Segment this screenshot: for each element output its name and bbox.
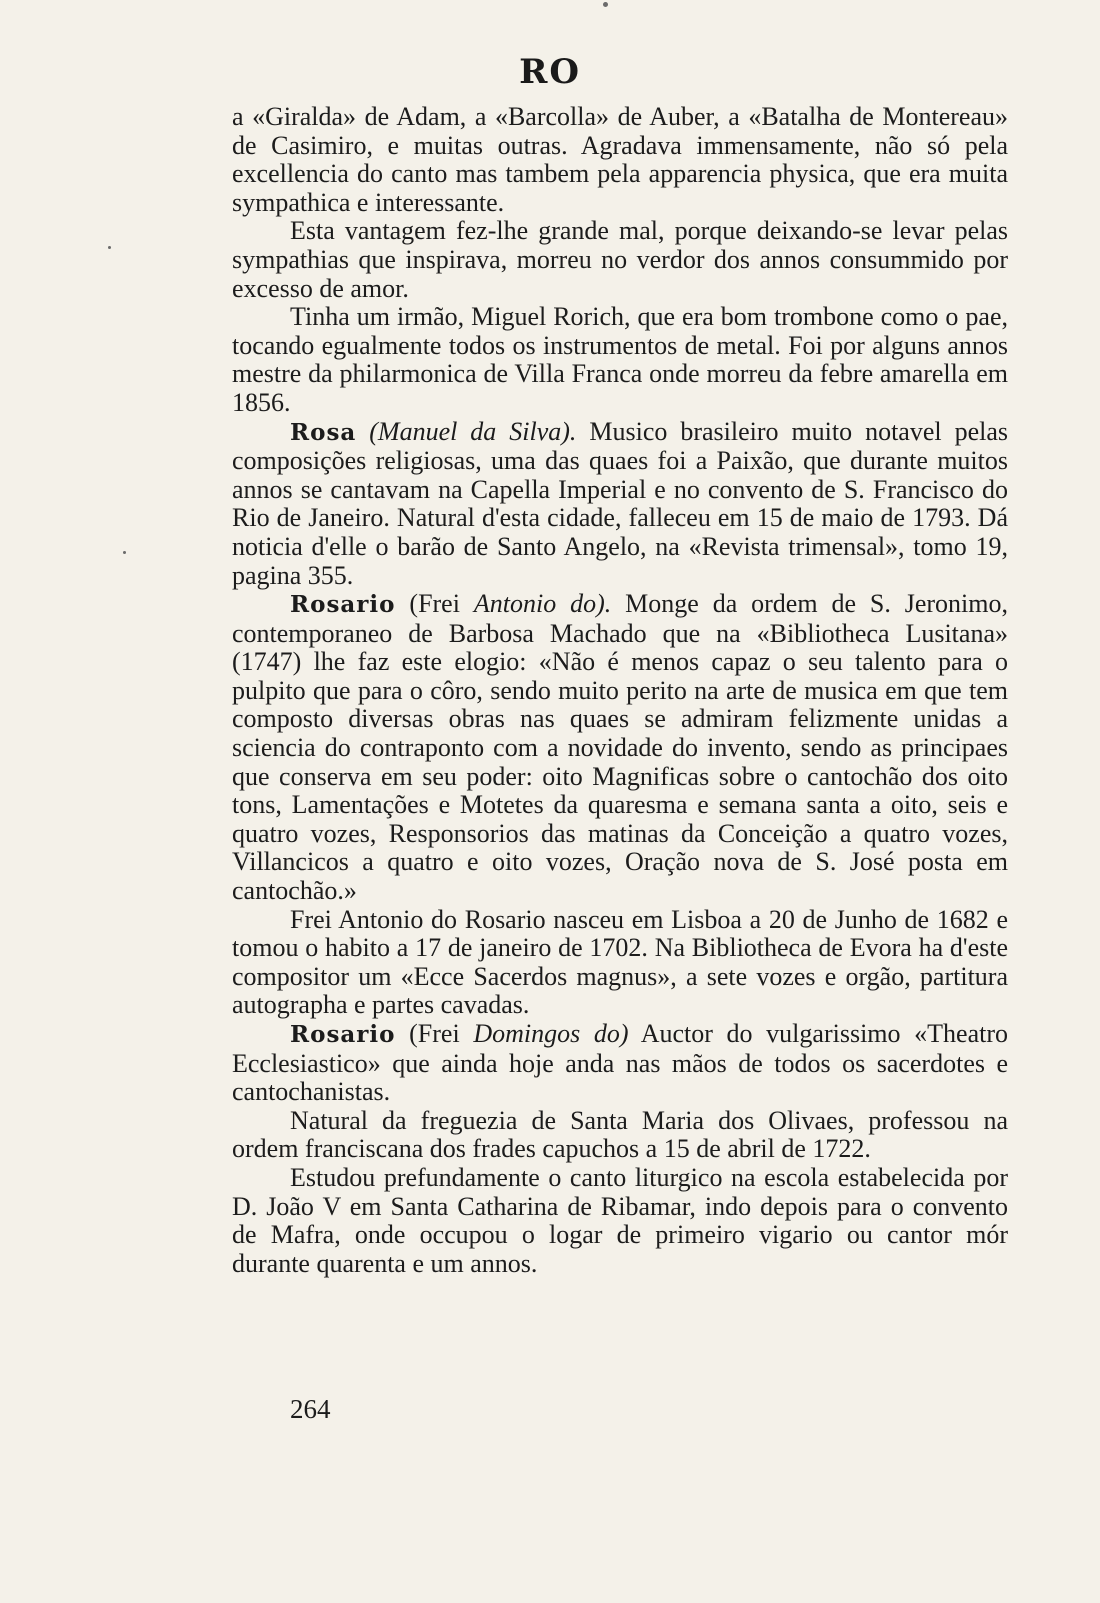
paragraph: [232, 303, 1008, 417]
paragraph-text: Monge da ordem de S. Jeronimo, contemporaneo de Barbosa Machado que na «Bibliotheca Lusitana» (1747) lhe faz este elogio: «Não é menos capaz o seu talento para o pulpito que para o côro, sendo muito perito na arte de musica em que tem composto diversas obras nas quaes se admiram felizmente unidas a sciencia do contraponto com a novidade do invento, sendo as principaes que conserva em seu poder: oito Magnificas sobre o cantochão dos oito tons, Lamentações e Motetes da quaresma e semana santa a oito, seis e quatro vozes, Responsorios das matinas da Conceição a quatro vozes, Villancicos a quatro e oito vozes, Oração nova de S. José posta em cantochão.»: [232, 589, 1008, 906]
paragraph-text: Tinha um irmão, Miguel Rorich, que era bom trombone como o pae, tocando egualmente todos os instrumentos de metal. Foi por alguns annos mestre da philarmonica de Villa Franca onde morreu da febre amarella em 1856.: [232, 302, 1008, 417]
page-number: 264: [290, 1394, 331, 1424]
paragraph: [232, 103, 1008, 217]
paragraph-text: (Frei: [395, 1019, 474, 1048]
italic-text: (Manuel da Silva).: [356, 416, 577, 446]
paragraph-text: Musico brasileiro muito notavel pelas composições religiosas, uma das quaes foi a Paixão, que durante muitos annos se cantavam na Capella Imperial e no convento de S. Francisco do Rio de Janeiro. Natural d'esta cidade, falleceu em 15 de maio de 1793. Dá noticia d'elle o barão de Santo Angelo, na «Revista trimensal», tomo 19, pagina 355.: [232, 416, 1008, 590]
body-text: [232, 103, 1008, 1278]
paragraph-text: Natural da freguezia de Santa Maria dos Olivaes, professou na ordem franciscana dos frades capuchos a 15 de abril de 1722.: [232, 1105, 1008, 1164]
entry-headword: Rosario: [290, 1021, 396, 1048]
paragraph-text: Frei Antonio do Rosario nasceu em Lisboa a 20 de Junho de 1682 e tomou o habito a 17 de janeiro de 1702. Na Bibliotheca de Evora ha d'este compositor um «Ecce Sacerdos magnus», a sete vozes e orgão, partitura autographa e partes cavadas.: [232, 904, 1008, 1020]
italic-text: Antonio do).: [473, 589, 612, 619]
paragraph: [232, 1164, 1008, 1278]
ink-speck: [123, 551, 126, 554]
paragraph: [232, 590, 1008, 906]
ink-speck: [108, 246, 111, 249]
paragraph-text: (Frei: [395, 589, 474, 619]
italic-text: Domingos do): [473, 1019, 629, 1048]
entry-headword: Rosa: [290, 418, 357, 446]
paragraph-text: a «Giralda» de Adam, a «Barcolla» de Auber, a «Batalha de Montereau» de Casimiro, e muitas outras. Agradava immensamente, não só pela excellencia do canto mas tambem pela apparencia physica, que era muita sympathica e interessante.: [232, 102, 1008, 217]
paragraph: [232, 418, 1008, 591]
running-head: RO: [519, 52, 581, 92]
paragraph-text: Esta vantagem fez-lhe grande mal, porque deixando-se levar pelas sympathias que inspirava, morreu no verdor dos annos consummido por excesso de amor.: [232, 216, 1008, 303]
paragraph: [232, 906, 1008, 1020]
ink-speck: [603, 2, 608, 7]
entry-headword: Rosario: [290, 591, 396, 619]
paragraph-text: Estudou prefundamente o canto liturgico na escola estabelecida por D. João V em Santa Catharina de Ribamar, indo depois para o convento de Mafra, onde occupou o logar de primeiro vigario ou cantor mór durante quarenta e um annos.: [232, 1162, 1008, 1278]
paragraph: [232, 1107, 1008, 1164]
paragraph: [232, 217, 1008, 303]
paragraph-text: Auctor do vulgarissimo «Theatro Ecclesiastico» que ainda hoje anda nas mãos de todos os sacerdotes e cantochanistas.: [232, 1019, 1008, 1107]
paragraph: [232, 1020, 1008, 1107]
